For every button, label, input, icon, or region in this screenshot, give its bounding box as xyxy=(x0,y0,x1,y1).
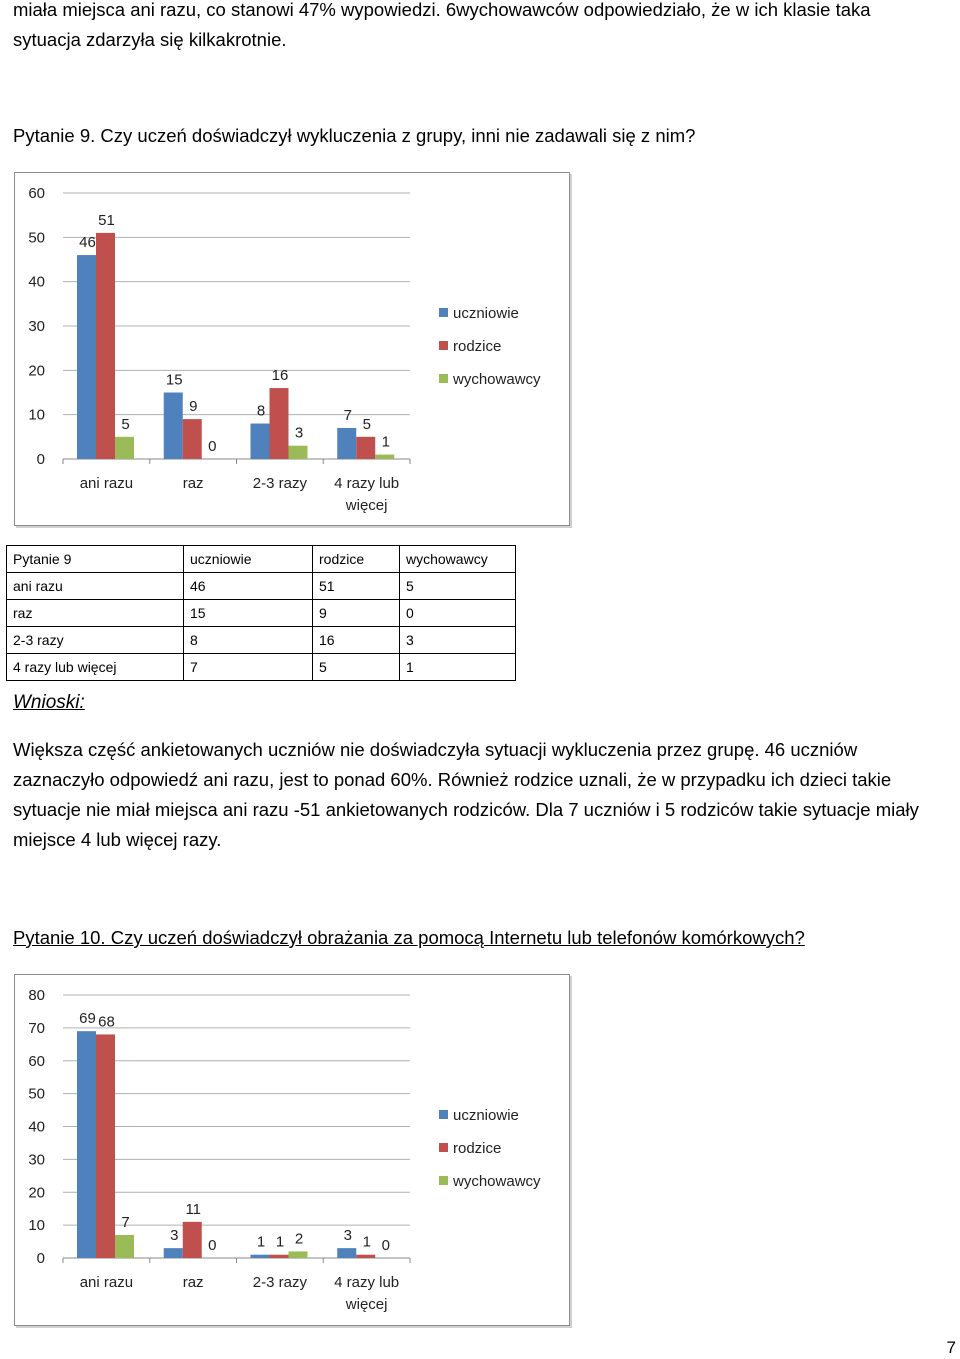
table-cell: 5 xyxy=(400,573,516,600)
data-label: 5 xyxy=(362,415,371,433)
data-label: 7 xyxy=(343,406,352,424)
legend-swatch-uczniowie xyxy=(439,1110,448,1119)
table-cell: 7 xyxy=(184,654,313,681)
category-label: ani razu xyxy=(79,475,134,492)
table-cell: rodzice xyxy=(313,546,400,573)
bar-uczniowie xyxy=(251,1255,270,1258)
y-tick-label: 10 xyxy=(28,406,45,424)
data-label: 8 xyxy=(256,402,266,420)
data-label: 11 xyxy=(185,1200,202,1218)
bar-rodzice xyxy=(270,1255,289,1258)
question-9-title: Pytanie 9. Czy uczeń doświadczył wykluczenia z grupy, inni nie zadawali się z nim? xyxy=(13,125,696,146)
table-cell: 2-3 razy xyxy=(7,627,184,654)
legend-label: uczniowie xyxy=(453,305,519,322)
bar-wychowawcy xyxy=(375,455,394,459)
results-table xyxy=(6,545,516,681)
data-label: 0 xyxy=(208,1237,217,1254)
chart-question-9-svg xyxy=(15,173,569,525)
table-cell: 9 xyxy=(313,600,400,627)
table-cell: 16 xyxy=(313,627,400,654)
legend-swatch-rodzice xyxy=(439,1143,448,1152)
bar-wychowawcy xyxy=(289,1251,308,1258)
bar-rodzice xyxy=(356,437,375,459)
legend-label: rodzice xyxy=(453,338,502,355)
category-label: 2-3 razy xyxy=(252,1274,307,1291)
data-label: 1 xyxy=(256,1233,266,1251)
conclusions-text: Większa część ankietowanych uczniów nie doświadczyła sytuacji wykluczenia przez grupę. 46 uczniów zaznaczyło odpowiedź ani razu, jest to ponad 60%. Również rodzice uznali, że w przypadku ich dzieci takie sytuacje nie miał miejsca ani razu -51 ankietowanych rodziców. Dla 7 uczniów i 5 rodziców takie sytuacje miały miejsce 4 lub więcej razy. xyxy=(13,739,919,850)
bar-rodzice xyxy=(270,388,289,459)
table-row xyxy=(7,627,516,654)
table-cell: 5 xyxy=(313,654,400,681)
legend-label: wychowawcy xyxy=(453,371,541,388)
data-label: 69 xyxy=(79,1010,96,1028)
bar-uczniowie xyxy=(164,1248,183,1258)
y-tick-label: 60 xyxy=(28,1052,45,1070)
chart-question-10 xyxy=(14,974,570,1326)
bar-uczniowie xyxy=(337,1248,356,1258)
y-tick-label: 50 xyxy=(28,229,45,247)
y-tick-label: 60 xyxy=(28,185,45,202)
bar-uczniowie xyxy=(77,1031,96,1258)
data-label: 68 xyxy=(98,1013,115,1031)
table-cell: 46 xyxy=(184,573,313,600)
y-tick-label: 30 xyxy=(28,1151,45,1169)
table-cell: 8 xyxy=(184,627,313,654)
data-label: 2 xyxy=(294,1230,304,1248)
data-label: 1 xyxy=(381,433,390,451)
data-label: 3 xyxy=(343,1227,352,1245)
legend-label: uczniowie xyxy=(453,1107,519,1124)
bar-rodzice xyxy=(183,1222,202,1258)
bar-wychowawcy xyxy=(115,1235,134,1258)
category-label: 4 razy lub xyxy=(334,475,400,492)
intro-line-1: miała miejsca ani razu, co stanowi 47% wypowiedzi. 6wychowawców odpowiedziało, że w ich klasie taka xyxy=(13,0,871,20)
legend-swatch-uczniowie xyxy=(439,308,448,317)
bar-uczniowie xyxy=(77,255,96,459)
table-row xyxy=(7,573,516,600)
data-label: 5 xyxy=(121,415,130,433)
data-label: 3 xyxy=(294,424,304,442)
data-label: 0 xyxy=(208,438,217,455)
table-cell: 15 xyxy=(184,600,313,627)
y-tick-label: 0 xyxy=(36,1250,45,1267)
table-cell: wychowawcy xyxy=(400,546,516,573)
bar-rodzice xyxy=(96,233,115,459)
bar-rodzice xyxy=(356,1255,375,1258)
table-cell: ani razu xyxy=(7,573,184,600)
page-number: 7 xyxy=(946,1338,956,1357)
y-tick-label: 20 xyxy=(28,1184,45,1202)
category-label: raz xyxy=(182,1274,204,1291)
chart-question-10-svg xyxy=(15,975,569,1325)
table-cell: Pytanie 9 xyxy=(7,546,184,573)
category-label: raz xyxy=(182,475,204,492)
y-tick-label: 40 xyxy=(28,273,45,291)
legend-label: rodzice xyxy=(453,1140,502,1157)
data-label: 51 xyxy=(98,211,115,229)
legend-swatch-wychowawcy xyxy=(439,374,448,383)
data-label: 1 xyxy=(362,1233,371,1251)
question-10-title: Pytanie 10. Czy uczeń doświadczył obrażania za pomocą Internetu lub telefonów komórkowych? xyxy=(13,927,805,948)
bar-wychowawcy xyxy=(289,446,308,459)
bar-wychowawcy xyxy=(115,437,134,459)
category-label: ani razu xyxy=(79,1274,134,1291)
chart-question-9 xyxy=(14,172,570,526)
legend-label: wychowawcy xyxy=(453,1173,541,1190)
y-tick-label: 20 xyxy=(28,362,45,380)
data-label: 0 xyxy=(381,1237,390,1254)
data-label: 7 xyxy=(121,1213,130,1231)
data-label: 1 xyxy=(275,1233,285,1251)
category-label: 2-3 razy xyxy=(252,475,307,492)
conclusions-heading: Wnioski: xyxy=(13,692,85,713)
legend-swatch-rodzice xyxy=(439,341,448,350)
table-cell: 3 xyxy=(400,627,516,654)
data-label: 15 xyxy=(165,371,183,389)
y-tick-label: 30 xyxy=(28,318,45,335)
table-cell: raz xyxy=(7,600,184,627)
table-cell: 51 xyxy=(313,573,400,600)
y-tick-label: 50 xyxy=(28,1085,45,1103)
category-label: 4 razy lub xyxy=(334,1274,400,1291)
data-label: 3 xyxy=(170,1227,179,1245)
bar-rodzice xyxy=(183,419,202,459)
y-tick-label: 10 xyxy=(28,1217,45,1235)
bar-rodzice xyxy=(96,1034,115,1258)
table-cell: 1 xyxy=(400,654,516,681)
intro-line-2: sytuacja zdarzyła się kilkakrotnie. xyxy=(13,29,287,50)
data-label: 9 xyxy=(189,398,198,416)
category-label: więcej xyxy=(345,497,388,514)
table-cell: 0 xyxy=(400,600,516,627)
table-cell: uczniowie xyxy=(184,546,313,573)
y-tick-label: 40 xyxy=(28,1118,45,1136)
category-label: więcej xyxy=(345,1296,388,1313)
bar-uczniowie xyxy=(337,428,356,459)
y-tick-label: 80 xyxy=(28,987,45,1004)
y-tick-label: 0 xyxy=(36,451,45,468)
y-tick-label: 70 xyxy=(28,1019,45,1037)
data-label: 16 xyxy=(271,367,289,385)
legend-swatch-wychowawcy xyxy=(439,1176,448,1185)
bar-uczniowie xyxy=(251,424,270,459)
table-row xyxy=(7,600,516,627)
table-header-row xyxy=(7,546,516,573)
bar-uczniowie xyxy=(164,393,183,460)
table-row xyxy=(7,654,516,681)
data-label: 46 xyxy=(79,234,96,252)
table-cell: 4 razy lub więcej xyxy=(7,654,184,681)
